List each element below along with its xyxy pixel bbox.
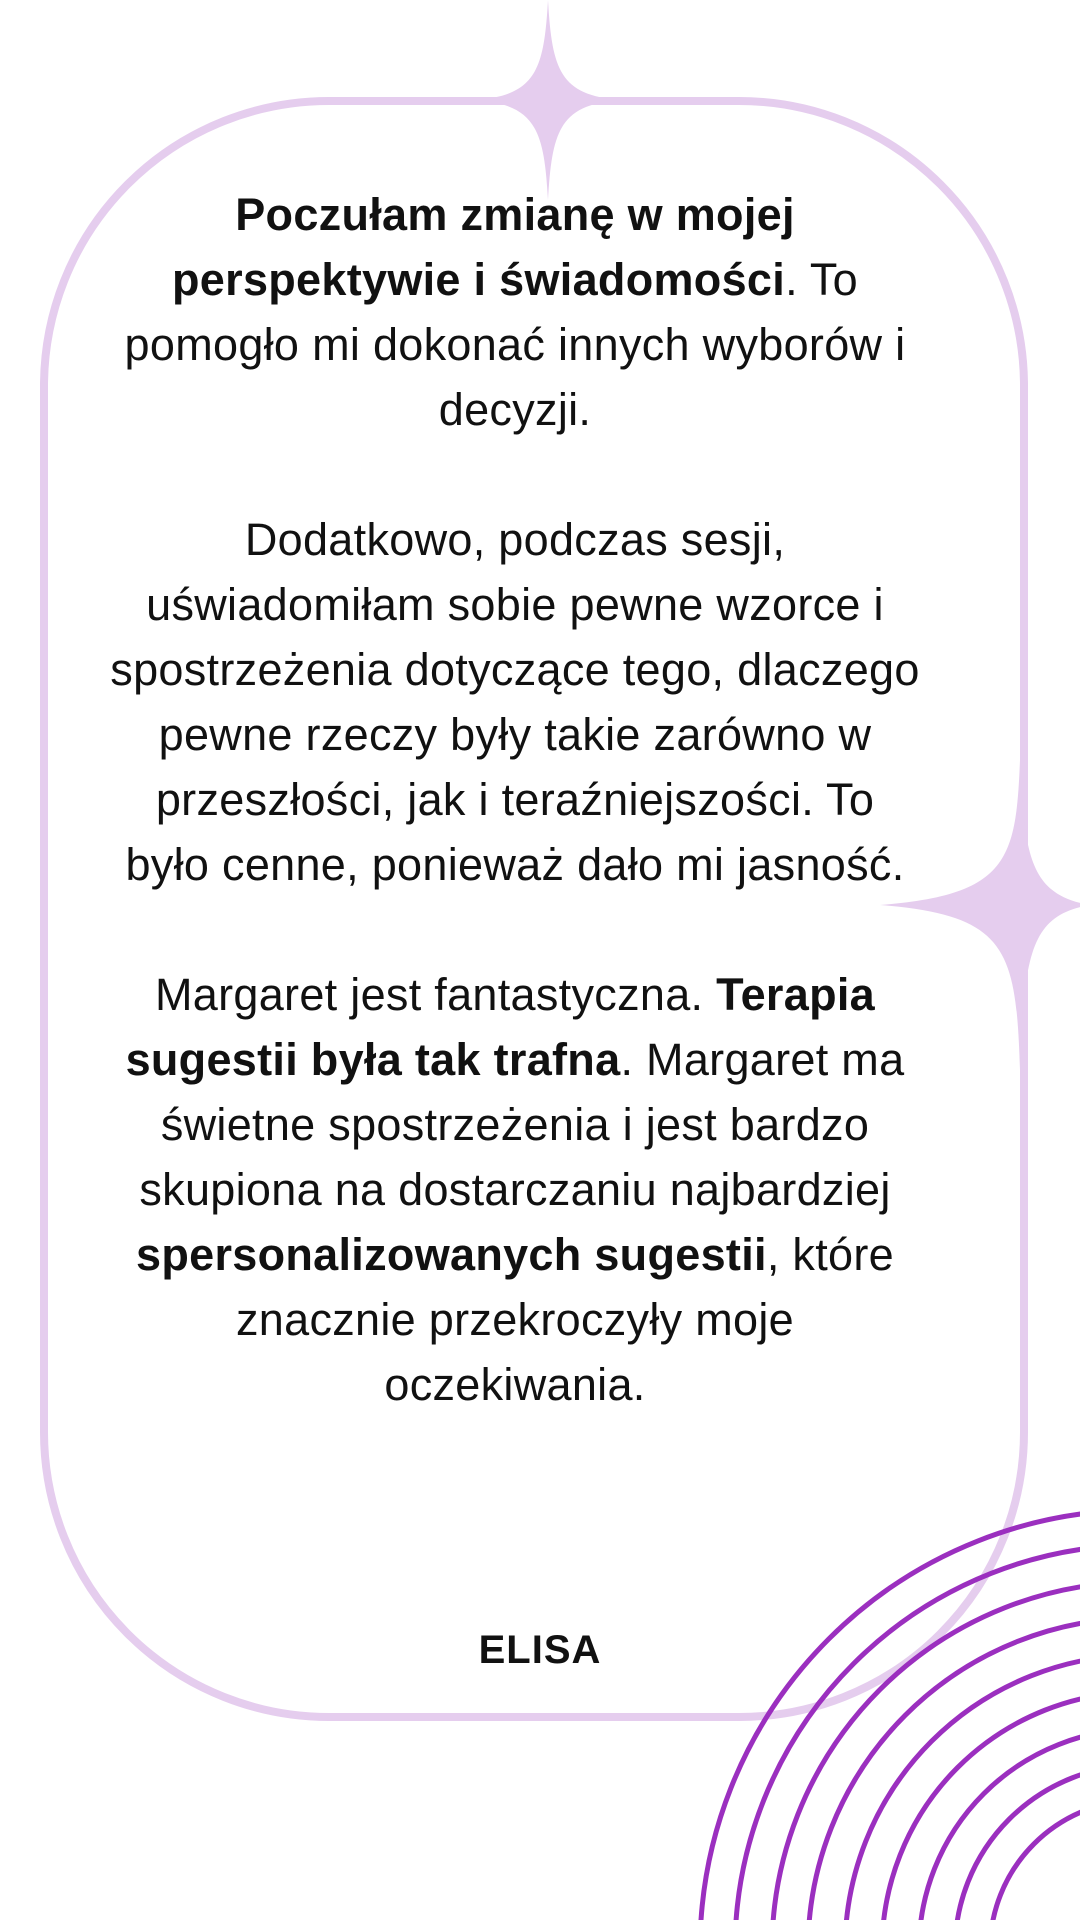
quote-paragraph-1 (110, 182, 920, 442)
highlight-perspective: Poczułam zmianę w mojej perspektywie i świadomości (172, 189, 795, 305)
paragraph-3-text-3: , które znacznie przekroczyły moje oczekiwania. (236, 1229, 894, 1410)
highlight-personalized: spersonalizowanych sugestii (136, 1229, 767, 1280)
highlight-therapy: Terapia sugestii była tak trafna (125, 969, 875, 1085)
testimonial-quote (110, 182, 920, 1417)
sparkle-top-icon (476, 0, 620, 200)
arc-8 (955, 1765, 1080, 1920)
quote-paragraph-2 (110, 507, 920, 897)
arc-9 (990, 1800, 1080, 1920)
arc-5 (845, 1655, 1080, 1920)
paragraph-2-text: Dodatkowo, podczas sesji, uświadomiłam sobie pewne wzorce i spostrzeżenia dotyczące tego, dlaczego pewne rzeczy były takie zarówno w przeszłości, jak i teraźniejszości. To było cenne, ponieważ dało mi jasność. (110, 514, 920, 890)
paragraph-3-text-2: . Margaret ma świetne spostrzeżenia i jest bardzo skupiona na dostarczaniu najbardziej (139, 1034, 905, 1215)
arc-6 (882, 1692, 1080, 1920)
author-name: ELISA (478, 1628, 602, 1672)
paragraph-1-text: . To pomogło mi dokonać innych wyborów i decyzji. (124, 254, 906, 435)
quote-paragraph-3 (110, 962, 920, 1417)
paragraph-3-text-1: Margaret jest fantastyczna. (155, 969, 717, 1020)
